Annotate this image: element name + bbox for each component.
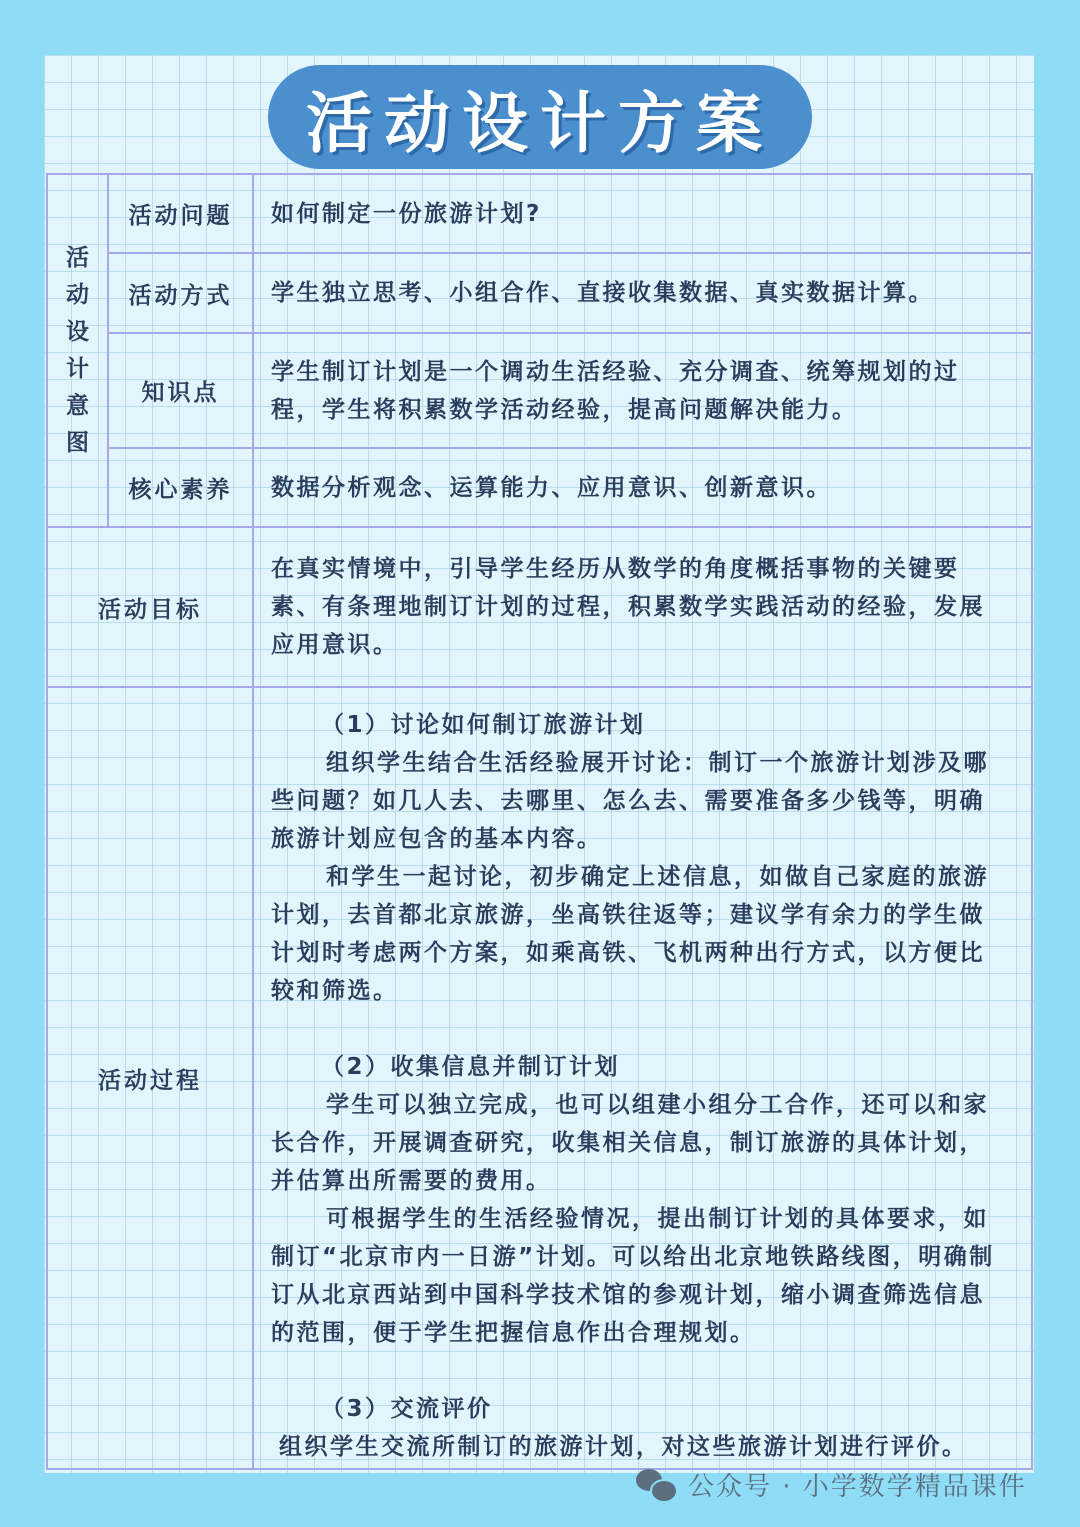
row-label-literacy: 核心素养 [108, 448, 253, 527]
title-banner [268, 65, 812, 169]
process-steps [271, 688, 1003, 1466]
wechat-icon [636, 1467, 678, 1501]
row-content-method: 学生独立思考、小组合作、直接收集数据、真实数据计算。 [253, 253, 1032, 333]
row-content-goal: 在真实情境中，引导学生经历从数学的角度概括事物的关键要素、有条理地制订计划的过程，积累数学实践活动的经验，发展应用意识。 [253, 527, 1032, 687]
row-content-question: 如何制定一份旅游计划? [253, 174, 1032, 253]
table-row [47, 527, 1032, 687]
footer-account [636, 1462, 1027, 1506]
row-label-process: 活动过程 [47, 687, 253, 1469]
table-row [47, 687, 1032, 1469]
design-intent-header [47, 174, 108, 527]
table-row [47, 333, 1032, 448]
row-label-goal: 活动目标 [47, 527, 253, 687]
table-row [47, 448, 1032, 527]
row-label-knowledge: 知识点 [108, 333, 253, 448]
step2-paragraph-2: 可根据学生的生活经验情况，提出制订计划的具体要求，如制订“北京市内一日游”计划。可以给出北京地铁路线图，明确制订从北京西站到中国科学技术馆的参观计划，缩小调查筛选信息的范围，便于学生把握信息作出合理规划。 [271, 1206, 995, 1346]
activity-plan-table [46, 173, 1033, 1470]
row-content-knowledge: 学生制订计划是一个调动生活经验、充分调查、统筹规划的过程，学生将积累数学活动经验，提高问题解决能力。 [253, 333, 1032, 448]
row-content-literacy: 数据分析观念、运算能力、应用意识、创新意识。 [253, 448, 1032, 527]
row-content-process [253, 687, 1032, 1469]
step1-paragraph-1: 组织学生结合生活经验展开讨论：制订一个旅游计划涉及哪些问题？如几人去、去哪里、怎么去、需要准备多少钱等，明确旅游计划应包含的基本内容。 [271, 750, 989, 852]
table-row [47, 253, 1032, 333]
row-label-method: 活动方式 [108, 253, 253, 333]
page-title: 活动设计方案 [306, 84, 774, 162]
step2-title: （2）收集信息并制订计划 [321, 1054, 621, 1080]
step3-paragraph-1: 组织学生交流所制订的旅游计划，对这些旅游计划进行评价。 [279, 1434, 968, 1460]
step2-paragraph-1: 学生可以独立完成，也可以组建小组分工合作，还可以和家长合作，开展调查研究，收集相关信息，制订旅游的具体计划，并估算出所需要的费用。 [271, 1092, 989, 1194]
step1-title: （1）讨论如何制订旅游计划 [321, 712, 646, 738]
step3-title: （3）交流评价 [321, 1396, 493, 1422]
footer-text: 公众号 · 小学数学精品课件 [688, 1471, 1027, 1502]
row-label-question: 活动问题 [108, 174, 253, 253]
design-intent-text: 活动设计意图 [66, 244, 89, 456]
table-row [47, 174, 1032, 253]
step1-paragraph-2: 和学生一起讨论，初步确定上述信息，如做自己家庭的旅游计划，去首都北京旅游，坐高铁往返等；建议学有余力的学生做计划时考虑两个方案，如乘高铁、飞机两种出行方式，以方便比较和筛选。 [271, 864, 989, 1004]
